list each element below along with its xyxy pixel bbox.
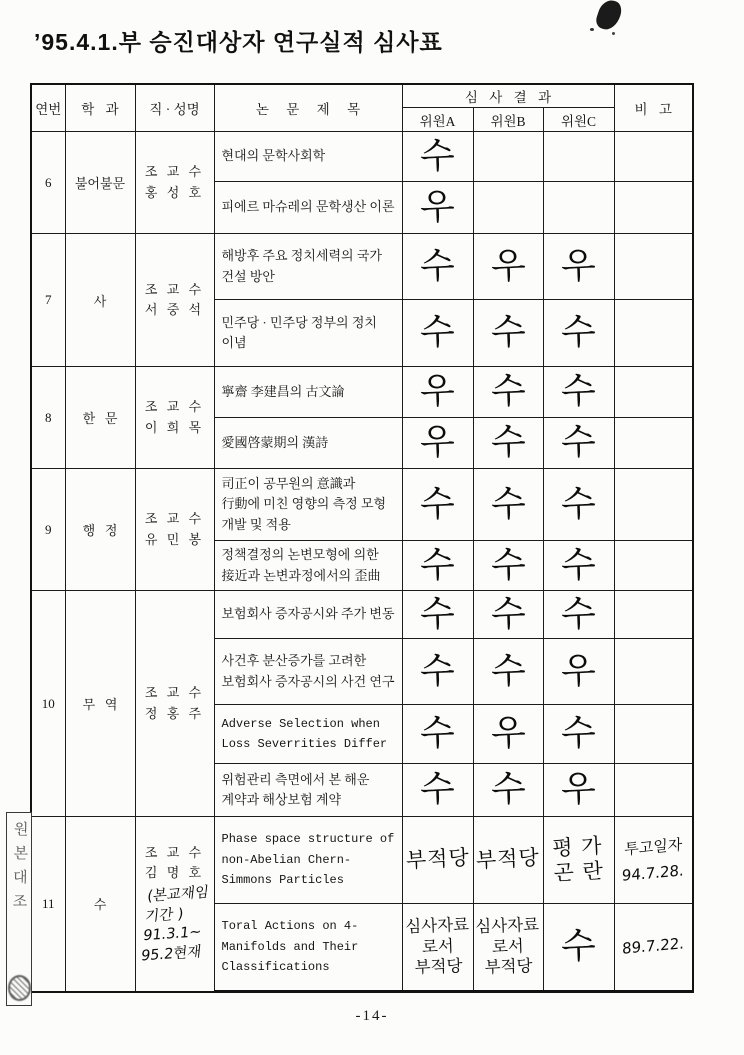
cell-remark	[614, 591, 693, 639]
cell-no: 8	[31, 367, 65, 469]
cell-grade-c	[543, 591, 614, 639]
ink-speck	[612, 32, 615, 35]
cell-grade-a	[402, 639, 473, 705]
cell-grade-c	[543, 132, 614, 182]
remark-value: 투고일자 94.7.28.	[621, 834, 685, 884]
cell-remark	[614, 132, 693, 182]
grade-value: 우	[560, 768, 597, 811]
grade-value: 수	[489, 592, 527, 636]
cell-grade-c	[543, 182, 614, 234]
header-name: 직 · 성명	[135, 84, 214, 132]
remark-value: 89.7.22.	[622, 934, 685, 958]
margin-verification-box	[6, 812, 32, 1006]
cell-remark	[614, 639, 693, 705]
cell-grade-a	[402, 904, 473, 992]
header-paper-title: 논 문 제 목	[214, 84, 402, 132]
grade-value: 수	[419, 482, 456, 526]
cell-grade-b	[473, 904, 543, 992]
cell-name	[135, 591, 214, 817]
header-reviewer-c: 위원C	[543, 108, 614, 132]
cell-grade-b	[473, 418, 543, 469]
grade-value: 수	[489, 768, 527, 811]
person-name: 정 홍 주	[144, 705, 205, 721]
cell-no: 9	[31, 469, 65, 591]
cell-dept: 불어불문	[65, 132, 135, 234]
grade-value: 부적당	[404, 845, 470, 874]
table-row	[31, 591, 693, 639]
cell-name	[135, 817, 214, 992]
cell-grade-a	[402, 591, 473, 639]
cell-grade-b	[473, 182, 543, 234]
cell-grade-c	[543, 300, 614, 367]
cell-grade-a	[402, 705, 473, 764]
grade-value: 심사자료 로서 부적당	[475, 914, 540, 978]
cell-grade-b	[473, 764, 543, 817]
cell-grade-c	[543, 367, 614, 418]
header-remark: 비 고	[614, 84, 693, 132]
cell-grade-c	[543, 764, 614, 817]
cell-name	[135, 234, 214, 367]
cell-dept: 사	[65, 234, 135, 367]
cell-paper-title: 사건후 분산증가를 고려한 보험회사 증자공시의 사건 연구	[214, 639, 402, 705]
cell-remark	[614, 705, 693, 764]
cell-no: 10	[31, 591, 65, 817]
cell-grade-c	[543, 469, 614, 541]
table-row	[31, 817, 693, 904]
cell-paper-title: 피에르 마슈레의 문학생산 이론	[214, 182, 402, 234]
grade-value: 수	[419, 311, 456, 354]
grade-value: 수	[489, 543, 527, 587]
cell-name	[135, 367, 214, 469]
review-table	[30, 83, 694, 993]
grade-value: 수	[419, 543, 456, 587]
cell-paper-title: Phase space structure of non-Abelian Chern-Simmons Particles	[214, 817, 402, 904]
cell-name	[135, 132, 214, 234]
cell-dept: 수	[65, 817, 135, 992]
table-row	[31, 132, 693, 182]
rank-label: 조 교 수	[144, 399, 205, 415]
header-reviewer-a: 위원A	[402, 108, 473, 132]
person-name: 홍 성 호	[144, 184, 205, 200]
cell-grade-c	[543, 904, 614, 992]
grade-value: 평 가 곤 란	[552, 833, 605, 886]
cell-remark	[614, 367, 693, 418]
cell-remark	[614, 182, 693, 234]
cell-grade-a	[402, 300, 473, 367]
cell-grade-b	[473, 300, 543, 367]
cell-paper-title: 寧齋 李建昌의 古文論	[214, 367, 402, 418]
rank-label: 조 교 수	[144, 844, 205, 860]
rank-label: 조 교 수	[144, 164, 205, 180]
cell-remark	[614, 541, 693, 591]
cell-name	[135, 469, 214, 591]
cell-remark	[614, 764, 693, 817]
cell-remark	[614, 418, 693, 469]
grade-value: 우	[489, 244, 527, 288]
cell-remark	[614, 817, 693, 904]
rank-label: 조 교 수	[144, 281, 205, 297]
margin-vertical-note: 원본대조	[10, 820, 30, 918]
grade-value: 우	[560, 244, 597, 288]
cell-no: 6	[31, 132, 65, 234]
cell-grade-b	[473, 541, 543, 591]
cell-paper-title: 위험관리 측면에서 본 해운 계약과 해상보험 계약	[214, 764, 402, 817]
header-review-result: 심 사 결 과	[402, 84, 614, 108]
cell-grade-a	[402, 764, 473, 817]
cell-paper-title: 민주당 · 민주당 정부의 정치 이념	[214, 300, 402, 367]
cell-grade-b	[473, 817, 543, 904]
grade-value: 수	[560, 311, 597, 354]
cell-remark	[614, 469, 693, 541]
cell-grade-c	[543, 418, 614, 469]
cell-grade-a	[402, 541, 473, 591]
cell-grade-a	[402, 469, 473, 541]
cell-grade-a	[402, 817, 473, 904]
table-row	[31, 367, 693, 418]
cell-dept: 무 역	[65, 591, 135, 817]
grade-value: 수	[419, 649, 456, 693]
table-header-row	[31, 84, 693, 108]
cell-paper-title: 司正이 공무원의 意識과 行動에 미친 영향의 측정 모형 개발 및 적용	[214, 469, 402, 541]
grade-value: 수	[489, 311, 527, 354]
rank-label: 조 교 수	[144, 685, 205, 701]
seal-stamp-icon	[8, 975, 31, 1001]
page-title: ’95.4.1.부 승진대상자 연구실적 심사표	[34, 29, 443, 55]
cell-grade-b	[473, 705, 543, 764]
cell-grade-a	[402, 234, 473, 300]
cell-grade-c	[543, 541, 614, 591]
grade-value: 수	[419, 592, 456, 636]
cell-grade-a	[402, 418, 473, 469]
header-no: 연번	[31, 84, 65, 132]
cell-paper-title: 해방후 주요 정치세력의 국가 건설 방안	[214, 234, 402, 300]
grade-value: 수	[560, 592, 597, 636]
grade-value: 부적당	[475, 845, 541, 874]
cell-dept: 행 정	[65, 469, 135, 591]
grade-value: 우	[560, 649, 597, 693]
cell-grade-a	[402, 367, 473, 418]
person-name: 김 명 호	[144, 865, 205, 881]
handwritten-tenure-note: (본교재임 기간 ) 91.3.1~ 95.2현재	[139, 884, 210, 965]
cell-grade-b	[473, 234, 543, 300]
table-row	[31, 469, 693, 541]
cell-grade-b	[473, 591, 543, 639]
grade-value: 수	[560, 421, 597, 464]
cell-grade-c	[543, 705, 614, 764]
grade-value: 우	[419, 421, 456, 464]
grade-value: 수	[560, 482, 597, 526]
grade-value: 수	[560, 370, 597, 413]
cell-paper-title: Adverse Selection when Loss Severrities Differ	[214, 705, 402, 764]
grade-value: 수	[419, 768, 456, 811]
grade-value: 수	[419, 244, 456, 288]
ink-speck	[590, 28, 594, 31]
cell-grade-b	[473, 639, 543, 705]
ink-blot	[594, 0, 624, 33]
cell-paper-title: 愛國啓蒙期의 漢詩	[214, 418, 402, 469]
grade-value: 수	[419, 712, 456, 755]
grade-value: 수	[560, 543, 597, 587]
page-number: -14-	[355, 1008, 389, 1024]
grade-value: 수	[489, 649, 527, 693]
cell-dept: 한 문	[65, 367, 135, 469]
grade-value: 우	[419, 370, 456, 413]
person-name: 이 희 목	[144, 419, 205, 435]
grade-value: 수	[489, 482, 527, 526]
cell-paper-title: Toral Actions on 4-Manifolds and Their Classifications	[214, 904, 402, 992]
cell-grade-a	[402, 132, 473, 182]
grade-value: 수	[560, 712, 597, 755]
cell-no: 11	[31, 817, 65, 992]
header-dept: 학 과	[65, 84, 135, 132]
cell-paper-title: 보험회사 증자공시와 주가 변동	[214, 591, 402, 639]
cell-grade-c	[543, 639, 614, 705]
cell-grade-b	[473, 367, 543, 418]
cell-grade-a	[402, 182, 473, 234]
rank-label: 조 교 수	[144, 511, 205, 527]
cell-grade-b	[473, 469, 543, 541]
grade-value: 수	[419, 134, 456, 178]
grade-value: 심사자료 로서 부적당	[404, 914, 469, 978]
cell-grade-b	[473, 132, 543, 182]
cell-remark	[614, 904, 693, 992]
cell-no: 7	[31, 234, 65, 367]
grade-value: 수	[489, 421, 527, 464]
cell-paper-title: 정책결정의 논변모형에 의한 接近과 논변과정에서의 歪曲	[214, 541, 402, 591]
cell-grade-c	[543, 817, 614, 904]
person-name: 서 중 석	[144, 302, 205, 317]
cell-grade-c	[543, 234, 614, 300]
table-row	[31, 234, 693, 300]
grade-value: 수	[489, 370, 527, 413]
cell-paper-title: 현대의 문학사회학	[214, 132, 402, 182]
header-reviewer-b: 위원B	[473, 108, 543, 132]
grade-value: 우	[489, 712, 527, 755]
cell-remark	[614, 234, 693, 300]
person-name: 유 민 봉	[144, 531, 205, 547]
cell-remark	[614, 300, 693, 367]
grade-value: 우	[419, 185, 456, 229]
grade-value: 수	[560, 925, 597, 968]
